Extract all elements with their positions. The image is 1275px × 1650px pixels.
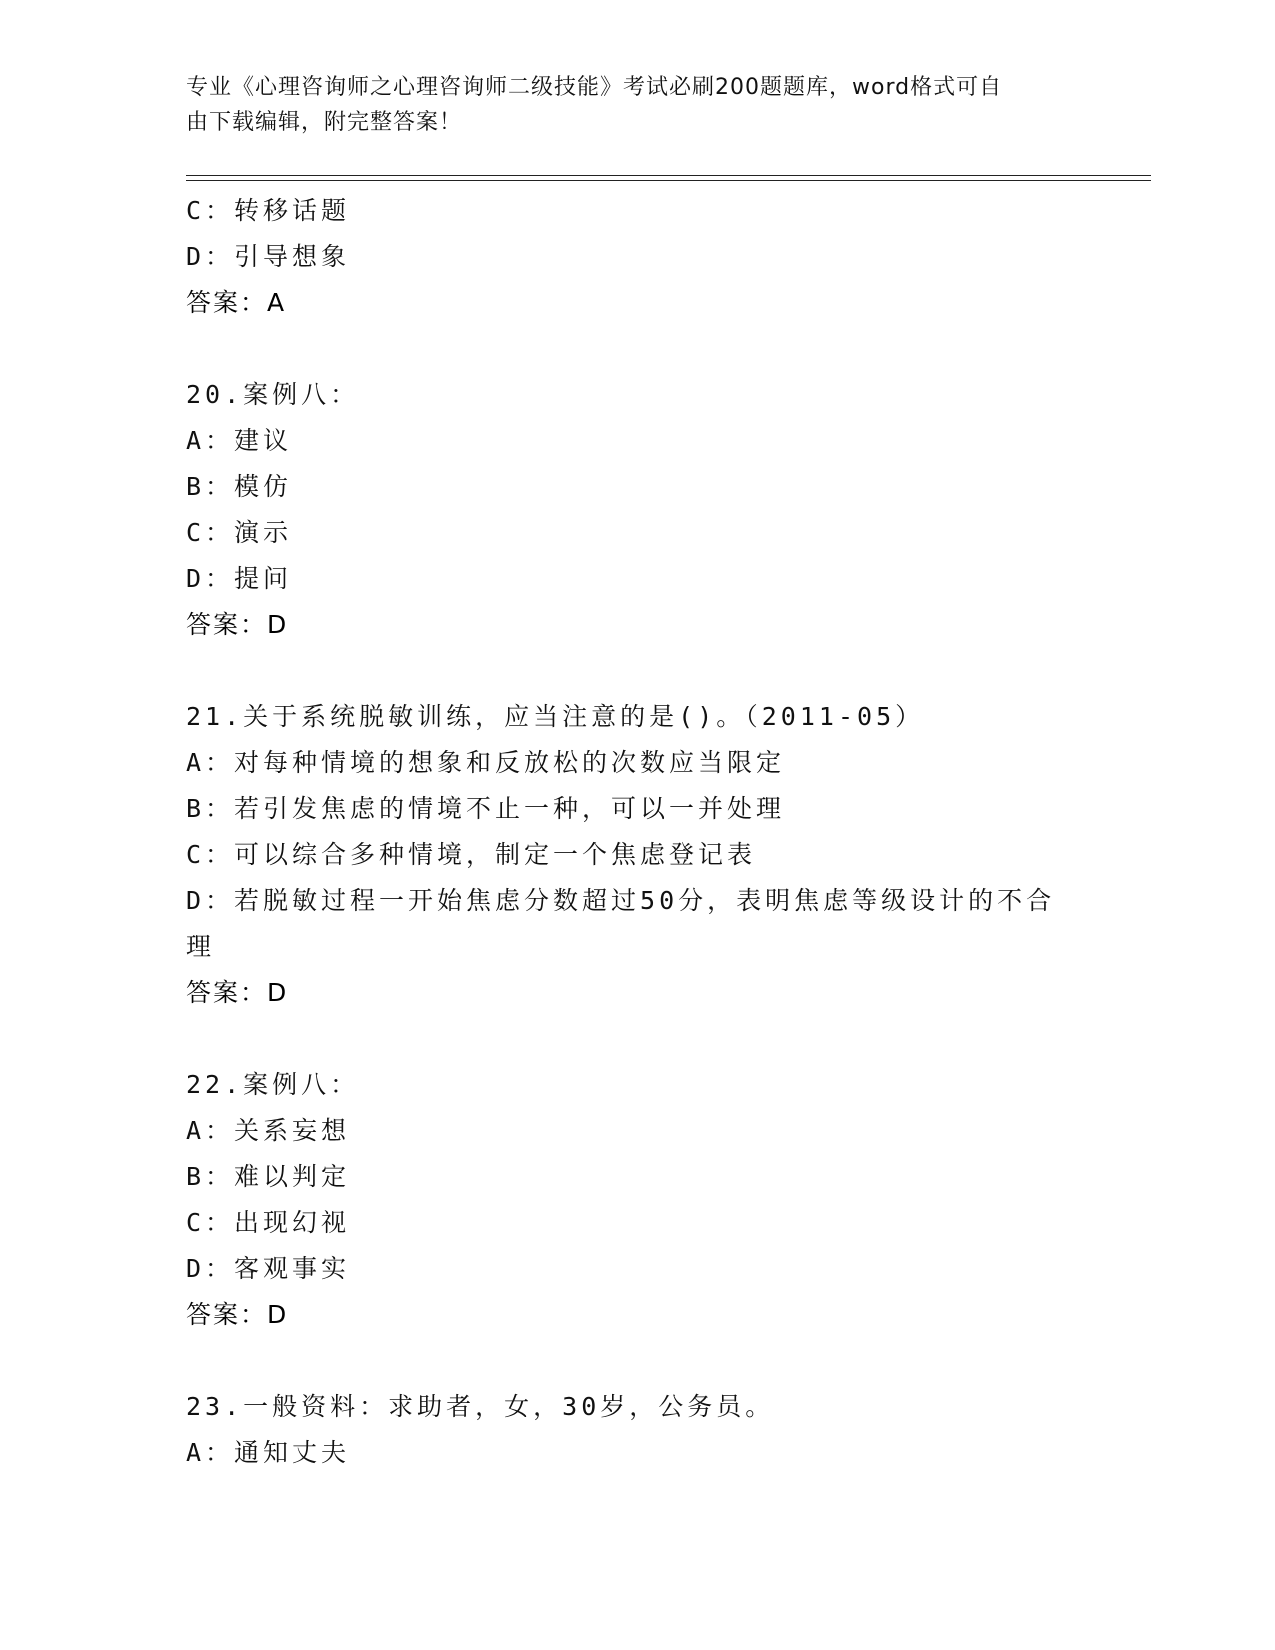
question-stem: 23.一般资料：求助者，女，30岁，公务员。 bbox=[186, 1392, 775, 1421]
option-line: D：若脱敏过程一开始焦虑分数超过50分，表明焦虑等级设计的不合 bbox=[186, 886, 1056, 915]
option-line: B：模仿 bbox=[186, 472, 293, 501]
spacer bbox=[186, 1016, 1066, 1062]
option-line: C：演示 bbox=[186, 518, 293, 547]
option-line: D：客观事实 bbox=[186, 1254, 351, 1283]
answer-line: 答案：D bbox=[186, 610, 289, 639]
option-line: B：难以判定 bbox=[186, 1162, 351, 1191]
option-line: C：出现幻视 bbox=[186, 1208, 351, 1237]
spacer bbox=[186, 648, 1066, 694]
option-line: 理 bbox=[186, 932, 216, 961]
option-line: D：提问 bbox=[186, 564, 293, 593]
question-list bbox=[186, 188, 1066, 1476]
question-stem: 22.案例八： bbox=[186, 1070, 360, 1099]
option-line: D：引导想象 bbox=[186, 242, 351, 271]
document-header bbox=[186, 70, 1066, 140]
answer-line: 答案：D bbox=[186, 1300, 289, 1329]
header-divider-bottom bbox=[186, 180, 1151, 181]
option-line: A：对每种情境的想象和反放松的次数应当限定 bbox=[186, 748, 786, 777]
option-line: C：转移话题 bbox=[186, 196, 351, 225]
option-line: A：关系妄想 bbox=[186, 1116, 351, 1145]
header-line-2: 由下载编辑，附完整答案！ bbox=[186, 110, 463, 135]
answer-line: 答案：A bbox=[186, 288, 287, 317]
header-divider-top bbox=[186, 175, 1151, 176]
option-line: A：通知丈夫 bbox=[186, 1438, 351, 1467]
spacer bbox=[186, 326, 1066, 372]
option-line: A：建议 bbox=[186, 426, 293, 455]
option-line: B：若引发焦虑的情境不止一种，可以一并处理 bbox=[186, 794, 786, 823]
option-line: C：可以综合多种情境，制定一个焦虑登记表 bbox=[186, 840, 757, 869]
header-line-1: 专业《心理咨询师之心理咨询师二级技能》考试必刷200题题库，word格式可自 bbox=[186, 75, 1003, 100]
question-stem: 21.关于系统脱敏训练，应当注意的是()。（2011-05） bbox=[186, 702, 925, 731]
spacer bbox=[186, 1338, 1066, 1384]
question-stem: 20.案例八： bbox=[186, 380, 360, 409]
answer-line: 答案：D bbox=[186, 978, 289, 1007]
